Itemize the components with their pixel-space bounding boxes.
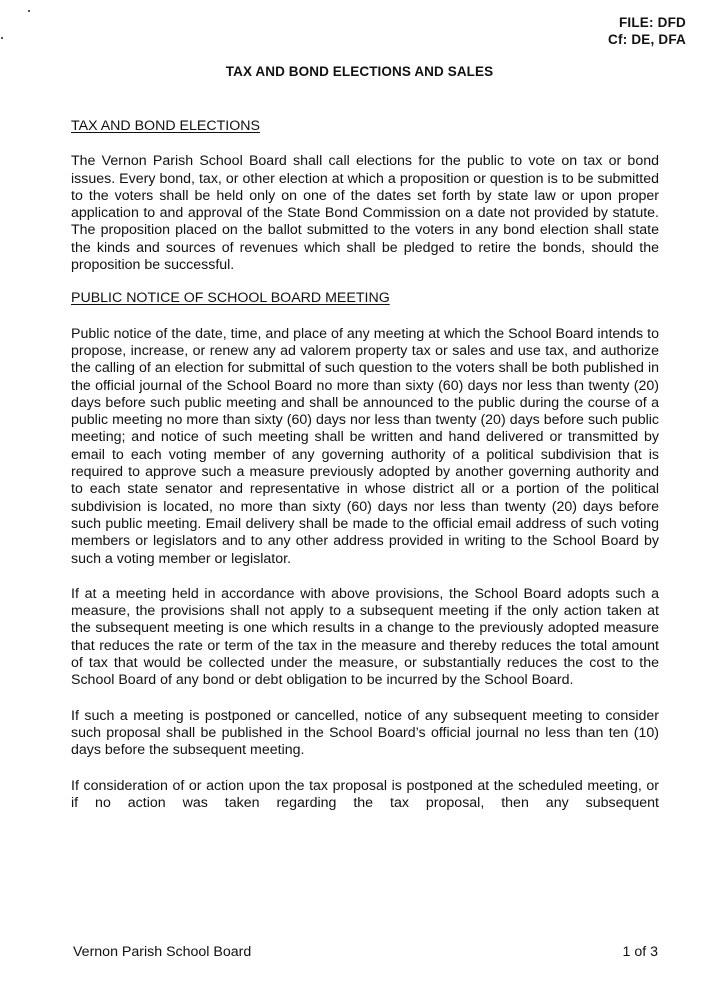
document-body (71, 118, 659, 830)
paragraph-election-calling: The Vernon Parish School Board shall call elections for the public to vote on tax or bond issues. Every bond, tax, or other election at which a proposition or question is to be submitted to the voters shall be held only on one of the dates set forth by state law or upon proper application to and approval of the State Bond Commission on a date not provided by statute. The proposition placed on the ballot submitted to the voters in any bond election shall state the kinds and sources of revenues which shall be pledged to retire the bonds, should the proposition be successful. (71, 153, 659, 274)
paragraph-postponed-consideration: If consideration of or action upon the tax proposal is postponed at the scheduled meeting, or if no action was taken regarding the tax proposal, then any subsequent (71, 777, 659, 811)
page-number: 1 of 3 (622, 944, 658, 960)
scan-speck (1, 37, 3, 39)
file-code: FILE: DFD (618, 15, 686, 30)
document-title: TAX AND BOND ELECTIONS AND SALES (225, 64, 494, 79)
section-heading-tax-bond-elections: TAX AND BOND ELECTIONS (71, 118, 260, 134)
paragraph-subsequent-meeting-exception: If at a meeting held in accordance with above provisions, the School Board adopts such a measure, the provisions shall not apply to a subsequent meeting if the only action taken at the subsequent meeting is one which results in a change to the previously adopted measure that reduces the rate or term of the tax in the measure and thereby reduces the total amount of tax that would be collected under the measure, or substantially reduces the cost to the School Board of any bond or debt obligation to be incurred by the School Board. (71, 585, 659, 689)
section-heading-public-notice: PUBLIC NOTICE OF SCHOOL BOARD MEETING (71, 290, 390, 307)
file-reference (608, 14, 686, 48)
footer-organization: Vernon Parish School Board (73, 944, 252, 960)
paragraph-postponed-meeting: If such a meeting is postponed or cancelled, notice of any subsequent meeting to consider such proposal shall be published in the School Board’s official journal no less than ten (10) days before the subsequent meeting. (71, 707, 659, 759)
paragraph-public-notice: Public notice of the date, time, and place of any meeting at which the School Board intends to propose, increase, or renew any ad valorem property tax or sales and use tax, and authorize the calling of an election for submittal of such question to the voters shall be both published in the official journal of the School Board no more than sixty (60) days nor less than twenty (20) days before such public meeting and shall be announced to the public during the course of a public meeting no more than sixty (60) days nor less than twenty (20) days before such public meeting; and notice of such meeting shall be written and hand delivered or transmitted by email to each voting member of any governing authority of a political subdivision that is required to approve such a measure previously adopted by another governing authority and to each state senator and representative in whose district all or a portion of the political subdivision is located, no more than sixty (60) days nor less than twenty (20) days before such public meeting. Email delivery shall be made to the official email address of such voting members or legislators and to any other address provided in writing to the School Board by such a voting member or legislator. (71, 325, 659, 567)
cross-reference: Cf: DE, DFA (608, 32, 686, 47)
scan-speck (28, 10, 30, 12)
